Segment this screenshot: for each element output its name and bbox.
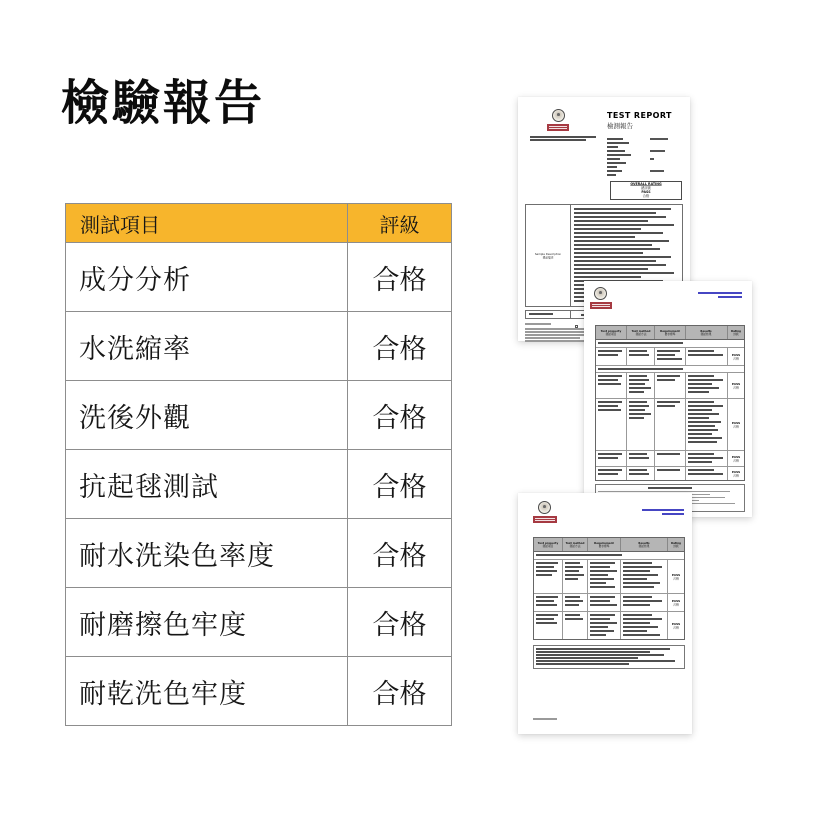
doc-rating-cell: PASS 合格 xyxy=(731,470,741,477)
report-page-2 xyxy=(584,281,752,517)
rating-cell: 合格 xyxy=(348,519,452,588)
doc-table-cell xyxy=(655,467,686,480)
doc-table-cell xyxy=(655,373,686,398)
lab-number-lines xyxy=(642,509,684,517)
test-report-title-zh: 檢測報告 xyxy=(607,122,633,130)
doc-table-cell xyxy=(686,467,727,480)
rating-cell: 合格 xyxy=(348,312,452,381)
table-row xyxy=(66,243,452,312)
doc-table-cell xyxy=(627,348,655,365)
table-row xyxy=(66,657,452,726)
doc-table-cell xyxy=(621,560,668,593)
test-item-cell: 耐水洗染色率度 xyxy=(66,519,348,588)
doc-table-cell xyxy=(621,612,668,639)
doc-rating-cell: PASS 合格 xyxy=(671,622,680,629)
sample-description-label-en: Sample Description xyxy=(534,252,562,256)
overall-rating-box xyxy=(610,181,682,200)
test-item-cell: 洗後外觀 xyxy=(66,381,348,450)
doc-table-row xyxy=(596,450,744,466)
rating-cell: 合格 xyxy=(348,243,452,312)
doc-table-cell xyxy=(686,373,727,398)
overall-rating-value-zh: 合格 xyxy=(642,194,650,198)
doc-table-header: Test property 測試項目 Test method 測試方法 Requirement 要求標準 Results 測試結果 Rating 評級 xyxy=(534,538,684,552)
page-footer-line xyxy=(533,718,557,721)
doc-table-cell xyxy=(534,612,563,639)
column-header-rating: 評級 xyxy=(348,204,452,243)
doc-rating-cell: PASS 合格 xyxy=(731,353,741,360)
doc-table-cell xyxy=(596,399,627,450)
rating-cell: 合格 xyxy=(348,588,452,657)
doc-rating-cell: PASS 合格 xyxy=(731,455,741,462)
doc-table-row xyxy=(596,372,744,398)
sample-description-label-cell xyxy=(526,205,571,306)
table-row xyxy=(66,312,452,381)
overall-rating-label-en: OVERALL RATING xyxy=(630,182,662,186)
test-item-cell: 耐乾洗色牢度 xyxy=(66,657,348,726)
doc-rating-cell: PASS 合格 xyxy=(731,421,741,428)
doc-rating-cell: PASS 合格 xyxy=(671,573,680,580)
lab-seal-icon xyxy=(552,109,565,122)
doc-table-cell xyxy=(596,451,627,466)
doc-table-cell xyxy=(627,373,655,398)
doc-table-cell xyxy=(686,399,727,450)
test-results-table xyxy=(65,203,452,726)
doc-table-row xyxy=(596,347,744,365)
overall-rating-label-zh: 總評級 xyxy=(641,186,651,190)
report-field-list xyxy=(607,138,683,178)
lab-banner-icon xyxy=(533,516,557,523)
doc-table-cell xyxy=(627,467,655,480)
doc-table-cell xyxy=(563,594,589,611)
doc-table-cell xyxy=(596,467,627,480)
doc-table-cell xyxy=(534,594,563,611)
doc-table-cell xyxy=(534,560,563,593)
notes-box xyxy=(533,645,685,669)
overall-rating-value-en: PASS xyxy=(641,190,651,194)
test-detail-table xyxy=(533,537,685,640)
test-item-cell: 成分分析 xyxy=(66,243,348,312)
table-row xyxy=(66,381,452,450)
doc-table-cell xyxy=(686,451,727,466)
table-row xyxy=(66,519,452,588)
table-header-row xyxy=(66,204,452,243)
doc-table-header: Test property 測試項目 Test method 測試方法 Requirement 要求標準 Results 測試結果 Rating 評級 xyxy=(596,326,744,340)
sample-description-label-zh: 樣品描述 xyxy=(542,255,554,259)
doc-table-cell xyxy=(686,348,727,365)
doc-table-cell xyxy=(627,399,655,450)
rating-cell: 合格 xyxy=(348,657,452,726)
doc-table-cell xyxy=(588,560,621,593)
lab-seal-icon xyxy=(538,501,551,514)
page-title: 檢驗報告 xyxy=(61,75,266,131)
section-band xyxy=(534,552,684,559)
table-row xyxy=(66,588,452,657)
test-detail-table xyxy=(595,325,745,481)
table-row xyxy=(66,450,452,519)
lab-banner-icon xyxy=(590,302,612,309)
doc-table-cell xyxy=(563,612,589,639)
section-band xyxy=(596,340,744,347)
doc-table-cell xyxy=(655,451,686,466)
doc-table-row xyxy=(596,398,744,450)
doc-table-row xyxy=(534,611,684,639)
doc-table-cell xyxy=(596,373,627,398)
doc-table-row xyxy=(534,559,684,593)
doc-table-cell xyxy=(588,612,621,639)
rating-cell: 合格 xyxy=(348,450,452,519)
doc-table-cell xyxy=(655,399,686,450)
lab-banner-icon xyxy=(547,124,569,131)
lab-number-lines xyxy=(698,292,742,300)
report-page-3 xyxy=(518,493,692,734)
doc-table-cell xyxy=(627,451,655,466)
section-band xyxy=(596,365,744,372)
doc-table-row xyxy=(596,466,744,480)
column-header-test-item: 測試項目 xyxy=(66,204,348,243)
doc-table-cell xyxy=(621,594,668,611)
doc-rating-cell: PASS 合格 xyxy=(731,382,741,389)
test-item-cell: 耐磨擦色牢度 xyxy=(66,588,348,657)
doc-table-cell xyxy=(563,560,589,593)
rating-cell: 合格 xyxy=(348,381,452,450)
test-report-title xyxy=(607,111,672,130)
lab-seal-icon xyxy=(594,287,607,300)
recipient-address-lines xyxy=(530,136,602,142)
doc-rating-cell: PASS 合格 xyxy=(671,599,680,606)
doc-table-cell xyxy=(655,348,686,365)
doc-table-row xyxy=(534,593,684,611)
test-item-cell: 抗起毬測試 xyxy=(66,450,348,519)
doc-table-cell xyxy=(596,348,627,365)
test-report-title-en: TEST REPORT xyxy=(607,111,672,120)
doc-table-cell xyxy=(588,594,621,611)
test-item-cell: 水洗縮率 xyxy=(66,312,348,381)
